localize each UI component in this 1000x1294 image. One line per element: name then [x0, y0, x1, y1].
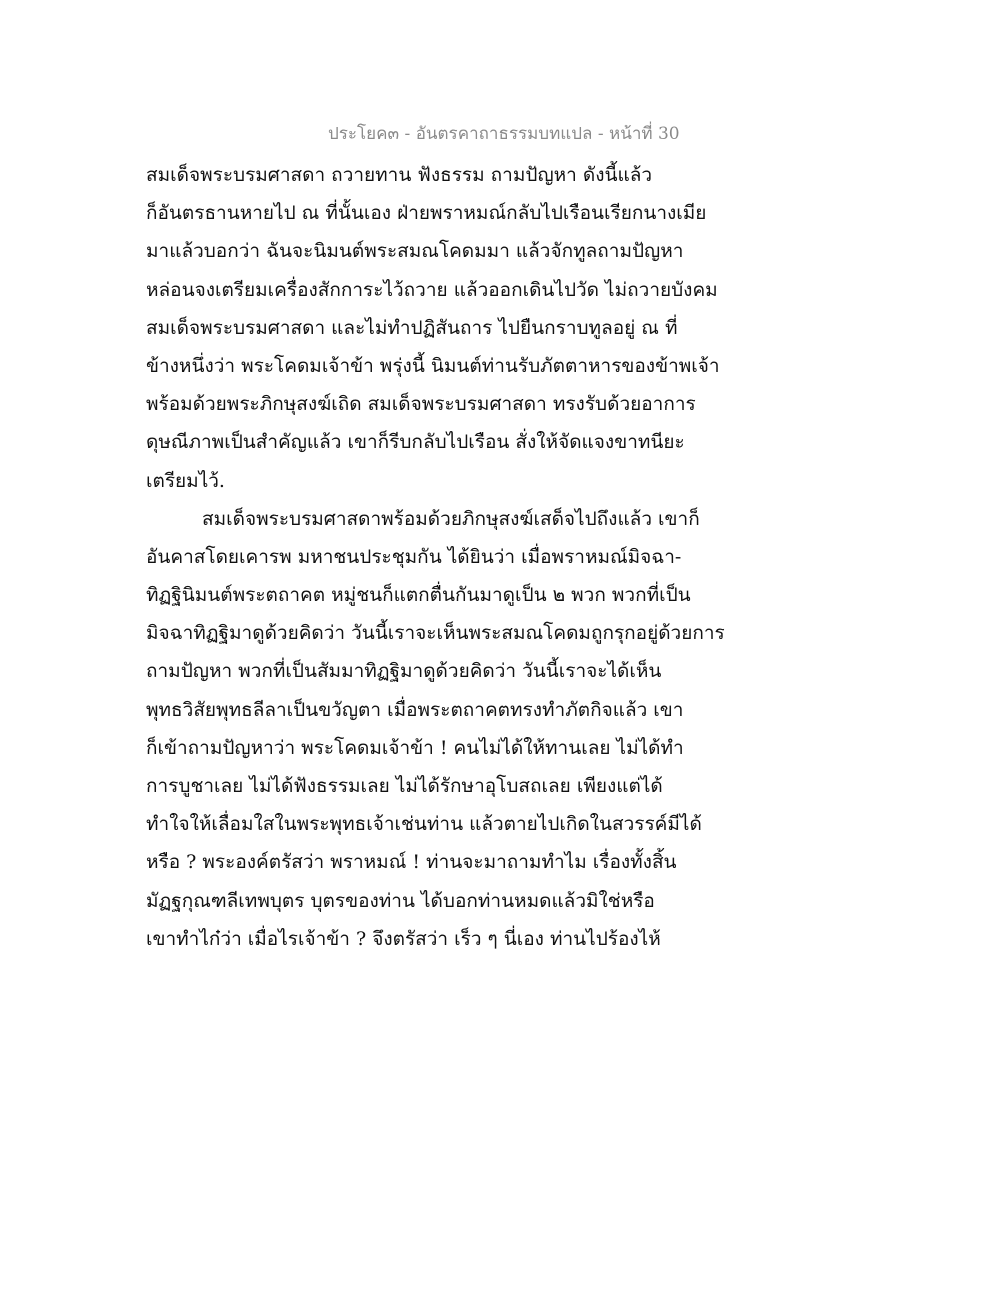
- text-line: ก็เข้าถามปัญหาว่า พระโคดมเจ้าข้า ! คนไม่ได้ให้ทานเลย ไม่ได้ทำ: [146, 736, 684, 759]
- page-header: ประโยค๓ - อันตรคาถาธรรมบทแปล - หน้าที่ 30: [328, 124, 680, 144]
- text-line: สมเด็จพระบรมศาสดา ถวายทาน ฟังธรรม ถามปัญหา ดังนี้แล้ว: [146, 164, 653, 186]
- text-line: การบูชาเลย ไม่ได้ฟังธรรมเลย ไม่ได้รักษาอุโบสถเลย เพียงแต่ได้: [146, 775, 663, 797]
- text-line: มัฏฐกุณฑลีเทพบุตร บุตรของท่าน ได้บอกท่านหมดแล้วมิใช่หรือ: [146, 889, 655, 912]
- text-line: เตรียมไว้.: [146, 469, 225, 492]
- text-line: ดุษณีภาพเป็นสำคัญแล้ว เขาก็รีบกลับไปเรือน สั่งให้จัดแจงขาทนียะ: [146, 431, 685, 454]
- text-line: ถามปัญหา พวกที่เป็นสัมมาทิฏฐิมาดูด้วยคิดว่า วันนี้เราจะได้เห็น: [146, 660, 662, 683]
- text-line: หล่อนจงเตรียมเครื่องสักการะไว้ถวาย แล้วออกเดินไปวัด ไม่ถวายบังคม: [146, 278, 718, 301]
- text-line: ทำใจให้เลื่อมใสในพระพุทธเจ้าเช่นท่าน แล้วตายไปเกิดในสวรรค์มีได้: [146, 813, 702, 836]
- text-line: ข้างหนึ่งว่า พระโคดมเจ้าข้า พรุ่งนี้ นิมนต์ท่านรับภัตตาหารของข้าพเจ้า: [146, 354, 720, 377]
- text-line: ทิฏฐินิมนต์พระตถาคต หมู่ชนก็แตกตื่นกันมาดูเป็น ๒ พวก พวกที่เป็น: [146, 584, 691, 607]
- text-line: มิจฉาทิฏฐิมาดูด้วยคิดว่า วันนี้เราจะเห็นพระสมณโคดมถูกรุกอยู่ด้วยการ: [146, 622, 725, 645]
- paragraph-start-line: สมเด็จพระบรมศาสดาพร้อมด้วยภิกษุสงฆ์เสด็จไปถึงแล้ว เขาก็: [202, 507, 700, 530]
- text-line: อันคาสโดยเคารพ มหาชนประชุมกัน ได้ยินว่า เมื่อพราหมณ์มิจฉา-: [146, 545, 682, 568]
- body-text: [146, 156, 726, 958]
- text-line: สมเด็จพระบรมศาสดา และไม่ทำปฏิสันถาร ไปยืนกราบทูลอยู่ ณ ที่: [146, 316, 678, 339]
- text-line: หรือ ? พระองค์ตรัสว่า พราหมณ์ ! ท่านจะมาถามทำไม เรื่องทั้งสิ้น: [146, 851, 677, 874]
- text-line: พร้อมด้วยพระภิกษุสงฆ์เถิด สมเด็จพระบรมศาสดา ทรงรับด้วยอาการ: [146, 393, 696, 416]
- text-line: มาแล้วบอกว่า ฉันจะนิมนต์พระสมณโคดมมา แล้วจักทูลถามปัญหา: [146, 240, 684, 263]
- text-line: พุทธวิสัยพุทธลีลาเป็นขวัญตา เมื่อพระตถาคตทรงทำภัตกิจแล้ว เขา: [146, 698, 684, 721]
- text-line: ก็อันตรธานหายไป ณ ที่นั้นเอง ฝ่ายพราหมณ์กลับไปเรือนเรียกนางเมีย: [146, 202, 707, 225]
- text-line: เขาทำไก๋ว่า เมื่อไรเจ้าข้า ? จึงตรัสว่า เร็ว ๆ นี่เอง ท่านไปร้องไห้: [146, 927, 661, 950]
